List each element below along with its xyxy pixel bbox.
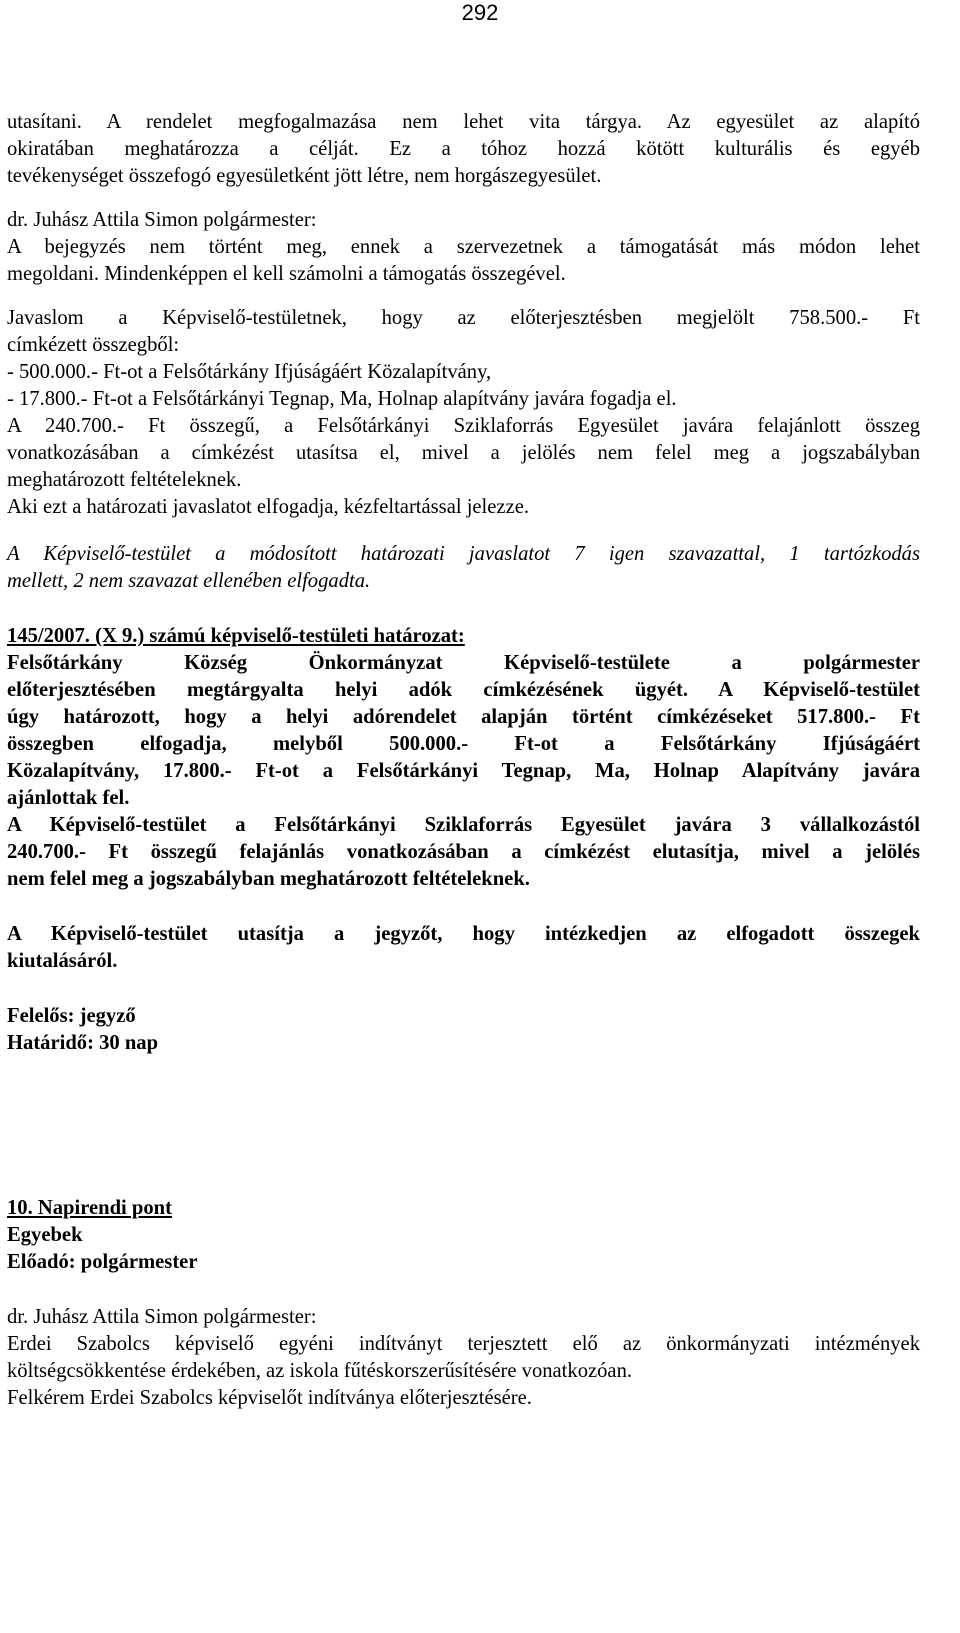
text-line: A bejegyzés nem történt meg, ennek a szervezetnek a támogatását más módon lehet [7,236,920,258]
resolution-line: nem felel meg a jogszabályban meghatározott feltételeknek. [7,868,530,890]
text-line: - 500.000.- Ft-ot a Felsőtárkány Ifjúságáért Közalapítvány, [7,361,492,383]
resolution-title: 145/2007. (X 9.) számú képviselő-testületi határozat: [7,625,465,647]
deadline-line: Határidő: 30 nap [7,1032,159,1054]
text-line: címkézett összegből: [7,334,180,356]
document-body [7,109,920,1412]
resolution-line: úgy határozott, hogy a helyi adórendelet alapján történt címkézéseket 517.800.- Ft [7,706,920,728]
resolution-line: Felsőtárkány Község Önkormányzat Képviselő-testülete a polgármester [7,652,920,674]
text-line: vonatkozásában a címkézést utasítsa el, mivel a jelölés nem felel meg a jogszabályban [7,442,920,464]
text-line: Javaslom a Képviselő-testületnek, hogy az előterjesztésben megjelölt 758.500.- Ft [7,307,920,329]
vote-result-line: mellett, 2 nem szavazat ellenében elfogadta. [7,570,371,592]
responsible-line: Felelős: jegyző [7,1005,136,1027]
agenda-title: 10. Napirendi pont [7,1197,172,1219]
instruction-line: A Képviselő-testület utasítja a jegyzőt, hogy intézkedjen az elfogadott összegek [7,923,920,945]
resolution-line: A Képviselő-testület a Felsőtárkányi Sziklaforrás Egyesület javára 3 vállalkozástól [7,814,920,836]
text-line: utasítani. A rendelet megfogalmazása nem lehet vita tárgya. Az egyesület az alapító [7,111,920,133]
text-line: tevékenységet összefogó egyesületként jött létre, nem horgászegyesület. [7,165,602,187]
resolution-line: előterjesztésében megtárgyalta helyi adók címkézésének ügyét. A Képviselő-testület [7,679,920,701]
vote-result-line: A Képviselő-testület a módosított határozati javaslatot 7 igen szavazattal, 1 tartózkodás [7,543,920,565]
text-line: Aki ezt a határozati javaslatot elfogadja, kézfeltartással jelezze. [7,496,529,518]
agenda-presenter: Előadó: polgármester [7,1251,198,1273]
text-line: költségcsökkentése érdekében, az iskola fűtéskorszerűsítésére vonatkozóan. [7,1360,633,1382]
text-line: A 240.700.- Ft összegű, a Felsőtárkányi Sziklaforrás Egyesület javára felajánlott összeg [7,415,920,437]
resolution-line: Közalapítvány, 17.800.- Ft-ot a Felsőtárkányi Tegnap, Ma, Holnap Alapítvány javára [7,760,920,782]
text-line: okiratában meghatározza a célját. Ez a tóhoz hozzá kötött kulturális és egyéb [7,138,920,160]
speaker-heading: dr. Juhász Attila Simon polgármester: [7,209,317,231]
text-line: Felkérem Erdei Szabolcs képviselőt indítványa előterjesztésére. [7,1387,532,1409]
text-line: megoldani. Mindenképpen el kell számolni a támogatás összegével. [7,263,566,285]
text-line: - 17.800.- Ft-ot a Felsőtárkányi Tegnap, Ma, Holnap alapítvány javára fogadja el. [7,388,677,410]
resolution-line: összegben elfogadja, melyből 500.000.- Ft-ot a Felsőtárkány Ifjúságáért [7,733,920,755]
resolution-line: 240.700.- Ft összegű felajánlás vonatkozásában a címkézést elutasítja, mivel a jelölés [7,841,920,863]
text-line: meghatározott feltételeknek. [7,469,242,491]
instruction-line: kiutalásáról. [7,950,118,972]
resolution-line: ajánlottak fel. [7,787,130,809]
speaker-heading: dr. Juhász Attila Simon polgármester: [7,1306,317,1328]
agenda-subject: Egyebek [7,1224,83,1246]
text-line: Erdei Szabolcs képviselő egyéni indítványt terjesztett elő az önkormányzati intézmények [7,1333,920,1355]
page-number: 292 [461,0,499,25]
